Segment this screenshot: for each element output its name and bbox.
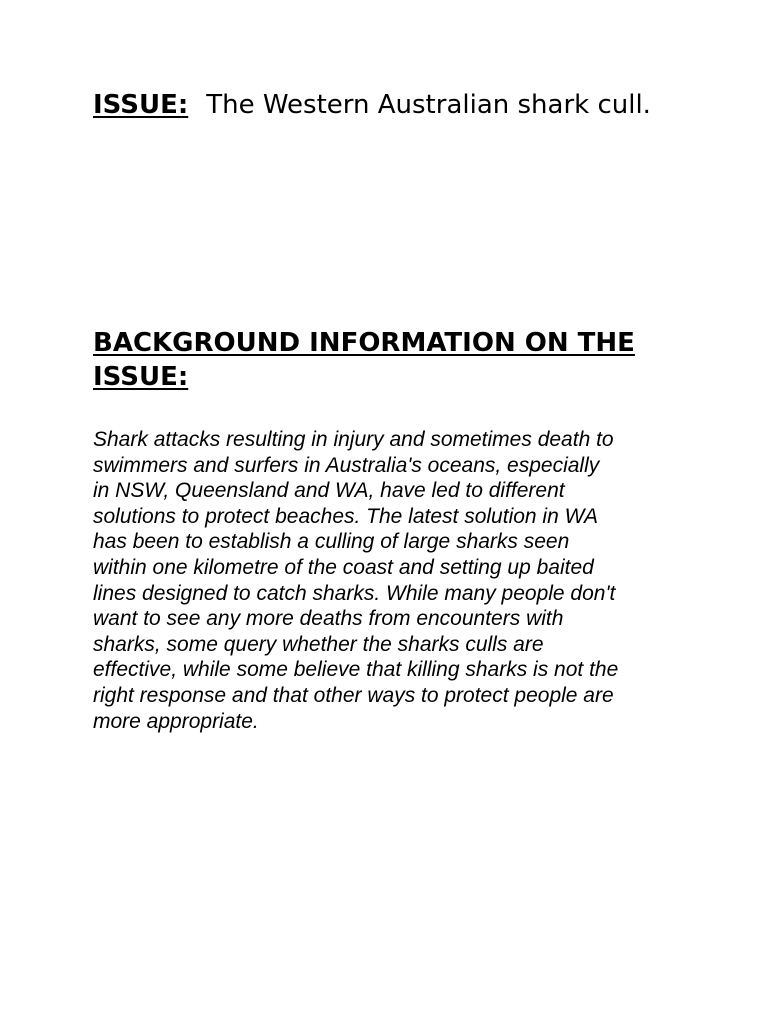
issue-statement — [93, 88, 653, 122]
issue-label: ISSUE: — [93, 90, 189, 120]
issue-text: The Western Australian shark cull. — [206, 90, 651, 120]
background-paragraph: Shark attacks resulting in injury and sometimes death to swimmers and surfers in Australia's oceans, especially in NSW, Queensland and WA, have led to different solutions to protect beaches. The latest solution in WA has been to establish a culling of large sharks seen within one kilometre of the coast and setting up baited lines designed to catch sharks. While many people don't want to see any more deaths from encounters with sharks, some query whether the sharks culls are effective, while some believe that killing sharks is not the right response and that other ways to protect people are more appropriate. — [93, 428, 619, 733]
background-heading: BACKGROUND INFORMATION ON THE ISSUE: — [93, 328, 635, 392]
